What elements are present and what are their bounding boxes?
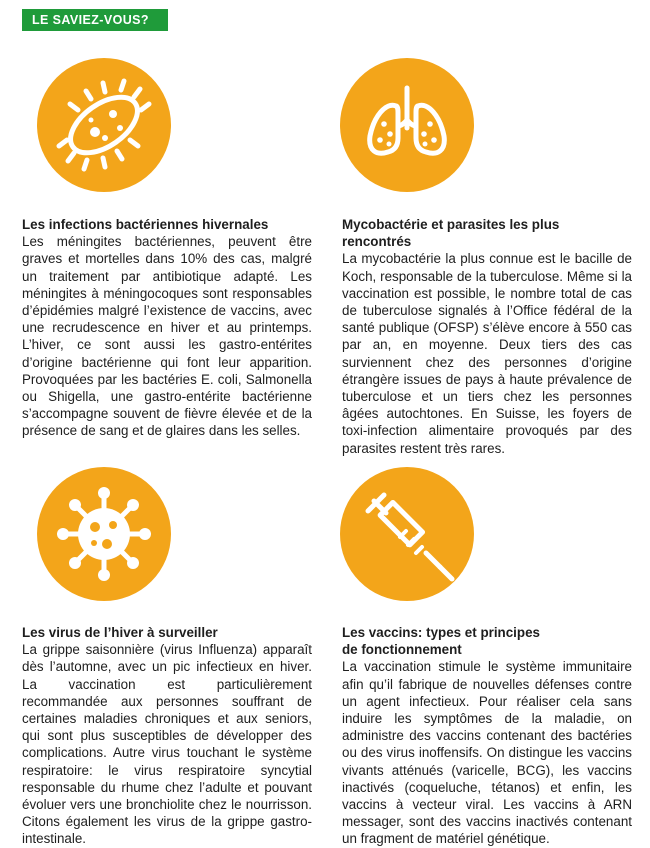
article-title: Les infections bactériennes hivernales [22,217,269,232]
article-winter-viruses [22,624,312,848]
article-vaccines [342,624,632,848]
article-body: La mycobactérie la plus connue est le bacille de Koch, responsable de la tuberculose. Même si la vaccination est possible, le nombre total de cas de tuberculose signalés à l’Office fédéral de la santé publique (OFSP) s’élève encore à 550 cas par an, en moyenne. Deux tiers des cas surviennent chez des personnes d’origine étrangère issues de pays à haute prévalence de tuberculose et un tiers chez les personnes âgées autochtones. En Suisse, les foyers de toxi-infection alimentaire provoqués par des parasites restent très rares. [342,251,632,456]
lungs-icon [340,58,474,192]
article-title: Les vaccins: types et principes de fonctionnement [342,625,540,658]
article-title: Les virus de l’hiver à surveiller [22,625,218,640]
article-bacterial-infections [22,216,312,440]
virus-icon [37,467,171,601]
syringe-icon [340,467,474,601]
article-body: La vaccination stimule le système immunitaire afin qu’il fabrique de nouvelles défenses contre un agent infectieux. Pour réaliser cela sans induire les symptômes de la maladie, on administre des vaccins contenant des bactéries ou des virus inoffensifs. On distingue les vaccins vivants atténués (varicelle, BCG), les vaccins inactivés (coqueluche, tétanos) et enfin, les vaccins à vecteur viral. Les vaccins à ARN messager, sont des vaccins inactivés contenant un fragment de matériel génétique. [342,659,632,847]
article-title: Mycobactérie et parasites les plus rencontrés [342,217,560,250]
article-body: La grippe saisonnière (virus Influenza) apparaît dès l’automne, avec un pic infectieux en hiver. La vaccination est particulièrement recommandée aux personnes souffrant de certaines maladies chroniques et aux seniors, qui sont plus susceptibles de développer des complications. Autre virus touchant le système respiratoire: le virus respiratoire syncytial responsable du rhume chez l’adulte et pouvant évoluer vers une bronchiolite chez le nourrisson. Citons également les virus de la grippe gastro-intestinale. [22,642,312,847]
bacteria-icon [37,58,171,192]
article-body: Les méningites bactériennes, peuvent être graves et mortelles dans 10% des cas, malgré un traitement par antibiotique adapté. Les méningites à méningocoques sont responsables d’épidémies malgré l’existence de vaccins, avec une recrudescence en hiver et au printemps. L’hiver, ce sont aussi les gastro-entérites d’origine bactérienne qui font leur apparition. Provoquées par les bactéries E. coli, Salmonella ou Shigella, une gastro-entérite bactérienne s’accompagne souvent de fièvre élevée et de la présence de sang et de glaires dans les selles. [22,234,312,439]
article-mycobacteria [342,216,632,457]
section-tag: LE SAVIEZ-VOUS? [22,9,168,31]
